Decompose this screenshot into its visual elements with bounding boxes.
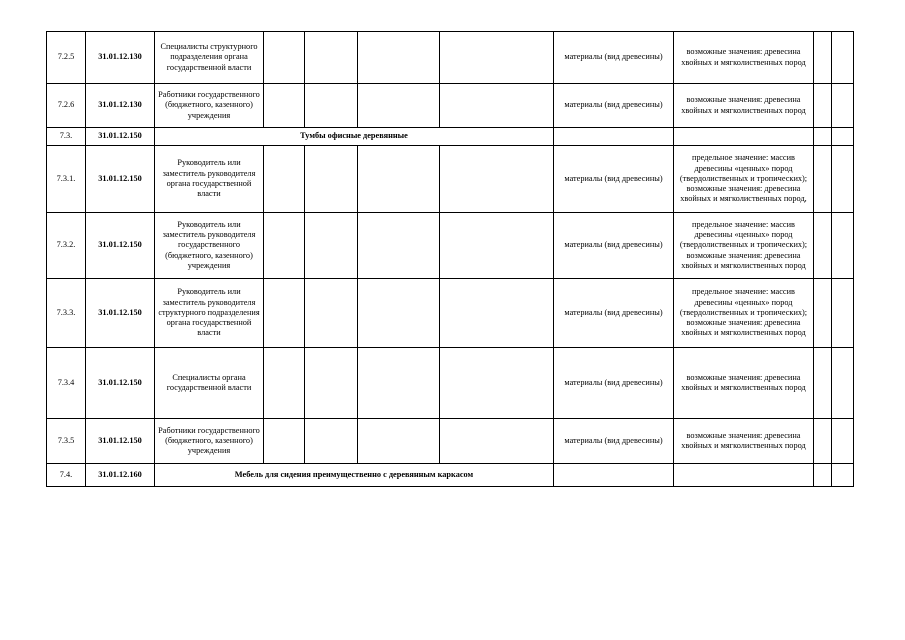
empty-cell [814, 279, 832, 348]
empty-cell [358, 213, 440, 279]
position-category: Руководитель или заместитель руководителя органа государственной власти [155, 146, 264, 213]
empty-cell [440, 213, 554, 279]
characteristic-name: материалы (вид древесины) [554, 84, 674, 128]
empty-cell [358, 32, 440, 84]
empty-cell [358, 348, 440, 419]
okpd-code: 31.01.12.150 [86, 146, 155, 213]
empty-cell [814, 419, 832, 464]
empty-cell [440, 146, 554, 213]
okpd-code: 31.01.12.150 [86, 279, 155, 348]
empty-cell [814, 464, 832, 487]
empty-cell [264, 348, 305, 419]
empty-cell [358, 419, 440, 464]
empty-cell [440, 84, 554, 128]
okpd-code: 31.01.12.150 [86, 213, 155, 279]
row-number: 7.4. [47, 464, 86, 487]
empty-cell [832, 419, 854, 464]
empty-cell [832, 279, 854, 348]
table-row [47, 464, 854, 487]
empty-cell [264, 419, 305, 464]
row-number: 7.3.2. [47, 213, 86, 279]
position-category: Специалисты органа государственной власти [155, 348, 264, 419]
characteristic-name: материалы (вид древесины) [554, 419, 674, 464]
empty-cell [440, 419, 554, 464]
empty-cell [264, 213, 305, 279]
okpd-code: 31.01.12.130 [86, 32, 155, 84]
row-number: 7.2.6 [47, 84, 86, 128]
empty-cell [814, 84, 832, 128]
furniture-requirements-table [46, 31, 854, 487]
empty-cell [832, 146, 854, 213]
empty-cell [814, 348, 832, 419]
characteristic-value: предельное значение: массив древесины «ценных» пород (твердолиственных и тропических); возможные значения: древесина хвойных и мягколиственных пород, [674, 146, 814, 213]
table-row [47, 419, 854, 464]
position-category: Работники государственного (бюджетного, казенного) учреждения [155, 84, 264, 128]
characteristic-value: возможные значения: древесина хвойных и мягколиственных пород [674, 348, 814, 419]
empty-cell [305, 348, 358, 419]
characteristic-name: материалы (вид древесины) [554, 279, 674, 348]
characteristic-value: возможные значения: древесина хвойных и мягколиственных пород [674, 84, 814, 128]
empty-cell [305, 84, 358, 128]
empty-cell [264, 32, 305, 84]
empty-cell [264, 84, 305, 128]
row-number: 7.3.5 [47, 419, 86, 464]
empty-cell [305, 419, 358, 464]
empty-cell [264, 279, 305, 348]
row-number: 7.3.3. [47, 279, 86, 348]
empty-cell [814, 128, 832, 146]
position-category: Работники государственного (бюджетного, казенного) учреждения [155, 419, 264, 464]
empty-cell [305, 32, 358, 84]
position-category: Специалисты структурного подразделения органа государственной власти [155, 32, 264, 84]
table-row [47, 128, 854, 146]
position-category: Руководитель или заместитель руководителя государственного (бюджетного, казенного) учреждения [155, 213, 264, 279]
table-row [47, 279, 854, 348]
empty-cell [554, 464, 674, 487]
section-title: Мебель для сидения преимущественно с деревянным каркасом [155, 464, 554, 487]
characteristic-name: материалы (вид древесины) [554, 213, 674, 279]
table-row [47, 32, 854, 84]
empty-cell [305, 213, 358, 279]
characteristic-name: материалы (вид древесины) [554, 146, 674, 213]
empty-cell [832, 32, 854, 84]
okpd-code: 31.01.12.150 [86, 128, 155, 146]
characteristic-value: возможные значения: древесина хвойных и мягколиственных пород [674, 419, 814, 464]
table-row [47, 146, 854, 213]
empty-cell [814, 213, 832, 279]
characteristic-name: материалы (вид древесины) [554, 32, 674, 84]
empty-cell [674, 464, 814, 487]
empty-cell [832, 464, 854, 487]
empty-cell [832, 213, 854, 279]
empty-cell [440, 348, 554, 419]
table-row [47, 213, 854, 279]
row-number: 7.3.1. [47, 146, 86, 213]
table-row [47, 84, 854, 128]
row-number: 7.3.4 [47, 348, 86, 419]
empty-cell [305, 279, 358, 348]
empty-cell [264, 146, 305, 213]
empty-cell [674, 128, 814, 146]
characteristic-value: предельное значение: массив древесины «ценных» пород (твердолиственных и тропических); возможные значения: древесина хвойных и мягколиственных пород [674, 213, 814, 279]
position-category: Руководитель или заместитель руководителя структурного подразделения органа государственной власти [155, 279, 264, 348]
empty-cell [358, 146, 440, 213]
empty-cell [814, 32, 832, 84]
row-number: 7.3. [47, 128, 86, 146]
okpd-code: 31.01.12.150 [86, 419, 155, 464]
characteristic-value: предельное значение: массив древесины «ценных» пород (твердолиственных и тропических); возможные значения: древесина хвойных и мягколиственных пород [674, 279, 814, 348]
okpd-code: 31.01.12.150 [86, 348, 155, 419]
okpd-code: 31.01.12.160 [86, 464, 155, 487]
empty-cell [832, 84, 854, 128]
section-title: Тумбы офисные деревянные [155, 128, 554, 146]
empty-cell [440, 32, 554, 84]
empty-cell [832, 348, 854, 419]
empty-cell [554, 128, 674, 146]
empty-cell [440, 279, 554, 348]
empty-cell [358, 84, 440, 128]
empty-cell [358, 279, 440, 348]
table-row [47, 348, 854, 419]
row-number: 7.2.5 [47, 32, 86, 84]
empty-cell [814, 146, 832, 213]
characteristic-name: материалы (вид древесины) [554, 348, 674, 419]
okpd-code: 31.01.12.130 [86, 84, 155, 128]
characteristic-value: возможные значения: древесина хвойных и мягколиственных пород [674, 32, 814, 84]
empty-cell [305, 146, 358, 213]
empty-cell [832, 128, 854, 146]
